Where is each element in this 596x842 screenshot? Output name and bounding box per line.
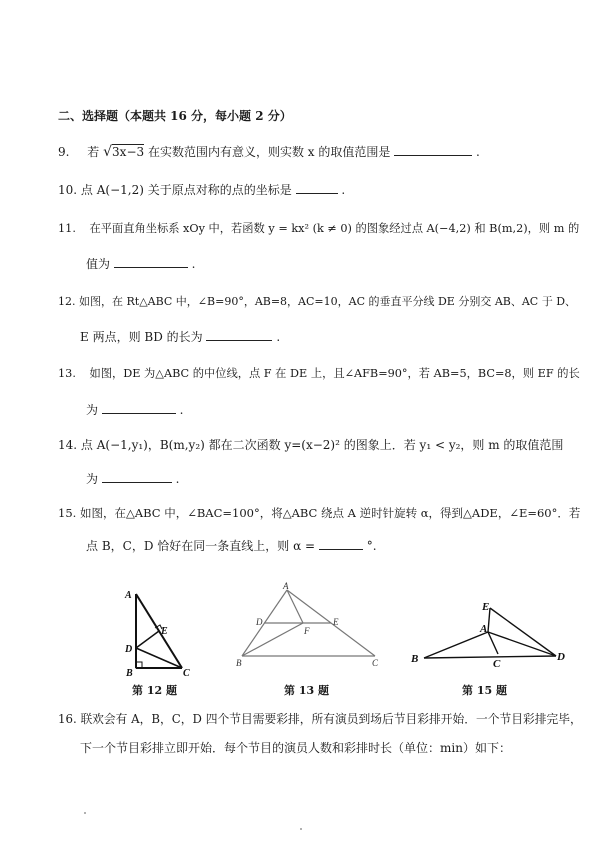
q10-number: 10. xyxy=(58,183,78,197)
question-12-line1 xyxy=(58,294,576,310)
fig12-label-a: A xyxy=(125,590,132,601)
q9-text-c: . xyxy=(476,145,480,159)
q14-line2-end: . xyxy=(175,472,180,486)
q15-line2: 点 B，C，D 恰好在同一条直线上，则 α = xyxy=(86,539,316,553)
fig15-side-ad xyxy=(488,632,556,656)
question-16-line1 xyxy=(58,711,582,727)
q9-text-b: 在实数范围内有意义，则实数 x 的取值范围是 xyxy=(147,145,391,159)
q12-line1: 如图，在 Rt△ABC 中，∠B=90°，AB=8，AC=10，AC 的垂直平分线 DE 分别交 AB、AC 于 D、 xyxy=(79,295,577,308)
question-15-line2 xyxy=(86,538,377,554)
question-11-line2 xyxy=(86,256,196,272)
q9-radicand: 3x−3 xyxy=(112,145,145,159)
question-16-line2 xyxy=(80,740,511,756)
figure-12-caption: 第 12 题 xyxy=(132,684,177,697)
q12-line2: E 两点，则 BD 的长为 xyxy=(80,330,203,344)
figure-15 xyxy=(408,596,574,676)
fig15-label-a: A xyxy=(480,623,488,635)
q15-number: 15. xyxy=(58,506,77,520)
figure-12 xyxy=(118,582,198,682)
figure-15-caption: 第 15 题 xyxy=(462,684,507,697)
q14-line1: 点 A(−1,y₁)，B(m,y₂) 都在二次函数 y=(x−2)² 的图象上．若 y₁ < y₂，则 m 的取值范围 xyxy=(80,438,564,452)
question-12-line2 xyxy=(80,329,280,345)
q11-line2-end: . xyxy=(191,257,196,271)
question-10 xyxy=(58,182,345,198)
question-13-line1 xyxy=(58,366,580,382)
fig12-label-d: D xyxy=(125,644,133,655)
question-15-line1 xyxy=(58,505,580,521)
q12-answer-blank xyxy=(206,329,272,341)
question-14-line2 xyxy=(86,471,180,487)
fig12-label-b: B xyxy=(126,668,133,679)
q13-answer-blank xyxy=(102,402,176,414)
q15-line1: 如图，在△ABC 中，∠BAC=100°，将△ABC 绕点 A 逆时针旋转 α，得到△ADE，∠E=60°．若 xyxy=(79,506,581,520)
fig15-side-ba xyxy=(424,632,488,658)
q11-line1: 在平面直角坐标系 xOy 中，若函数 y = kx² (k ≠ 0) 的图象经过点 A(−4,2) 和 B(m,2)，则 m 的 xyxy=(89,222,580,235)
q10-answer-blank xyxy=(296,182,338,194)
fig15-side-ed xyxy=(490,608,556,656)
fig13-segment-bf xyxy=(242,623,303,656)
q13-line2-end: . xyxy=(179,403,184,417)
section-title: 二、选择题（本题共 16 分，每小题 2 分） xyxy=(58,109,292,123)
fig12-label-e: E xyxy=(161,626,168,637)
figure-13 xyxy=(230,580,390,672)
q10-text-a: 点 A(−1,2) 关于原点对称的点的坐标是 xyxy=(80,183,292,197)
q10-text-b: . xyxy=(341,183,346,197)
fig15-label-e: E xyxy=(482,601,490,613)
question-13-line2 xyxy=(86,402,184,418)
fig13-label-c: C xyxy=(372,658,379,668)
q16-line1: 联欢会有 A，B，C，D 四个节目需要彩排，所有演员到场后节目彩排开始．一个节目彩排完毕， xyxy=(80,712,582,726)
fig15-label-b: B xyxy=(411,653,419,665)
q16-number: 16. xyxy=(58,712,77,726)
q9-text-a: 若 xyxy=(87,145,100,159)
q14-number: 14. xyxy=(58,438,78,452)
scan-speck xyxy=(300,828,302,830)
q12-line2-end: . xyxy=(276,330,281,344)
q9-answer-blank xyxy=(394,144,472,156)
scan-speck xyxy=(84,812,86,814)
q11-number: 11. xyxy=(58,222,76,235)
q15-answer-blank xyxy=(319,538,363,550)
fig13-label-b: B xyxy=(236,658,242,668)
q13-line2: 为 xyxy=(86,403,99,417)
fig12-label-c: C xyxy=(183,668,190,679)
q16-line2: 下一个节目彩排立即开始．每个节目的演员人数和彩排时长（单位：min）如下： xyxy=(80,741,511,755)
q12-number: 12. xyxy=(58,295,76,308)
q13-number: 13. xyxy=(58,367,76,380)
fig13-label-f: F xyxy=(304,626,310,636)
fig15-label-d: D xyxy=(557,651,565,663)
question-11-line1 xyxy=(58,221,579,237)
fig15-label-c: C xyxy=(493,658,501,670)
fig12-segment-de xyxy=(136,631,159,648)
fig13-label-a: A xyxy=(283,581,289,591)
q11-line2: 值为 xyxy=(86,257,111,271)
question-9 xyxy=(58,144,480,160)
q14-line2: 为 xyxy=(86,472,99,486)
q9-number: 9. xyxy=(58,145,70,159)
fig13-label-e: E xyxy=(333,617,339,627)
q14-answer-blank xyxy=(102,471,172,483)
fig15-line-bd xyxy=(424,656,556,658)
fig13-label-d: D xyxy=(256,617,263,627)
q13-line1: 如图，DE 为△ABC 的中位线，点 F 在 DE 上，且∠AFB=90°，若 AB=5，BC=8，则 EF 的长 xyxy=(89,367,580,380)
question-14-line1 xyxy=(58,437,563,453)
q15-line2-end: °. xyxy=(366,539,377,553)
sqrt-symbol: √ xyxy=(103,144,113,160)
fig13-segment-af xyxy=(287,590,303,623)
figure-13-caption: 第 13 题 xyxy=(284,684,329,697)
q11-answer-blank xyxy=(114,256,188,268)
